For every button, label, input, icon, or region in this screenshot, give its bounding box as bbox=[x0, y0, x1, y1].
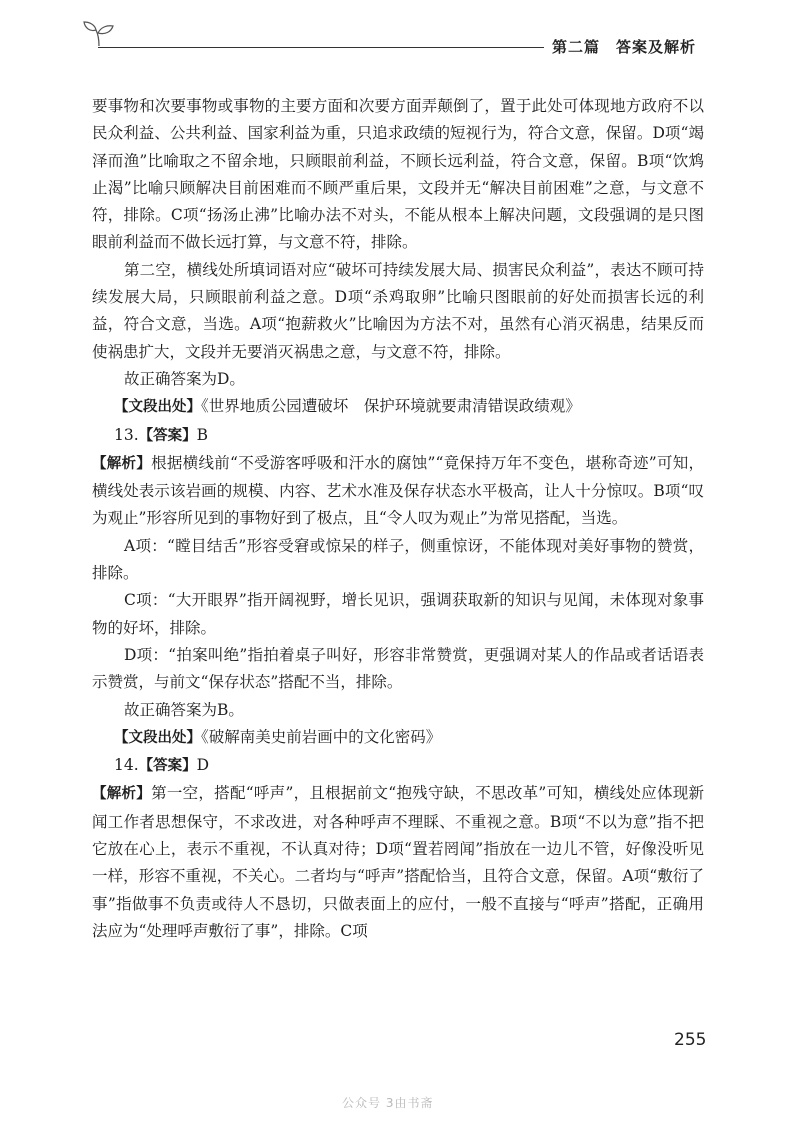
header-rule bbox=[98, 47, 544, 48]
question-number: 13. bbox=[114, 425, 139, 444]
option-a-13: A项：“瞠目结舌”形容受窘或惊呆的样子，侧重惊讶，不能体现对美好事物的赞赏，排除。 bbox=[92, 536, 704, 583]
section-title: 第二篇 答案及解析 bbox=[552, 38, 697, 56]
analysis-tag: 【解析】 bbox=[92, 455, 152, 472]
watermark: 公众号 3由书斋 bbox=[342, 1096, 434, 1110]
answer-tag: 【答案】 bbox=[138, 758, 197, 775]
answer-13 bbox=[92, 422, 704, 450]
answer-14 bbox=[92, 752, 704, 780]
answer-letter: D bbox=[196, 756, 210, 775]
option-d-13: D项：“拍案叫绝”指拍着桌子叫好，形容非常赞赏，更强调对某人的作品或者话语表示赞赏，与前文“保存状态”搭配不当，排除。 bbox=[92, 645, 704, 692]
answer-conclusion-13: 故正确答案为B。 bbox=[124, 700, 244, 719]
analysis-tag: 【解析】 bbox=[92, 786, 152, 803]
question-number: 14. bbox=[114, 756, 139, 775]
analysis-14 bbox=[92, 780, 704, 945]
analysis-text: 第一空，搭配“呼声”，且根据前文“抱残守缺，不思改革”可知，横线处应体现新闻工作者思想保守，不求改进，对各种呼声不理睬、不重视之意。B项“不以为意”指不把它放在心上，表示不重视，不认真对待；D项“置若罔闻”指放在一边儿不管，好像没听见一样，形容不重视，不关心。二者均与“呼声”搭配恰当，且符合文意，保留。A项“敷衍了事”指做事不负责或待人不恳切，只做表面上的应付，一般不直接与“呼声”搭配，正确用法应为“处理呼声敷衍了事”，排除。C项 bbox=[92, 784, 705, 940]
answer-letter: B bbox=[196, 425, 209, 444]
source-13 bbox=[92, 724, 704, 752]
source-12 bbox=[92, 393, 704, 421]
analysis-13 bbox=[92, 450, 704, 533]
option-c-13: C项：“大开眼界”指开阔视野，增长见识，强调获取新的知识与见闻，未体现对象事物的好坏，排除。 bbox=[92, 591, 704, 637]
page-body bbox=[92, 93, 704, 945]
source-title: 《破解南美史前岩画中的文化密码》 bbox=[201, 727, 442, 746]
source-tag: 【文段出处】 bbox=[114, 399, 201, 416]
paragraph-second-blank: 第二空，横线处所填词语对应“破坏可持续发展大局、损害民众利益”，表达不顾可持续发展大局，只顾眼前利益之意。D项“杀鸡取卵”比喻只图眼前的好处而损害长远的利益，符合文意，当选。A项“抱薪救火”比喻因为方法不对，虽然有心消灭祸患，结果反而使祸患扩大，文段并无要消灭祸患之意，与文意不符，排除。 bbox=[92, 260, 704, 361]
answer-conclusion-12: 故正确答案为D。 bbox=[124, 369, 245, 388]
answer-tag: 【答案】 bbox=[138, 427, 197, 444]
source-title: 《世界地质公园遭破坏 保护环境就要肃清错误政绩观》 bbox=[201, 397, 581, 416]
page-header bbox=[0, 0, 800, 60]
sprout-icon bbox=[82, 20, 116, 48]
paragraph-continuation: 要事物和次要事物或事物的主要方面和次要方面弄颠倒了，置于此处可体现地方政府不以民众利益、公共利益、国家利益为重，只追求政绩的短视行为，符合文意，保留。D项“竭泽而渔”比喻取之不留余地，只顾眼前利益，不顾长远利益，符合文意，保留。B项“饮鸩止渴”比喻只顾解决目前困难而不顾严重后果，文段并无“解决目前困难”之意，与文意不符，排除。C项“扬汤止沸”比喻办法不对头，不能从根本上解决问题，文段强调的是只图眼前利益而不做长远打算，与文意不符，排除。 bbox=[92, 97, 704, 252]
source-tag: 【文段出处】 bbox=[114, 729, 201, 746]
analysis-text: 根据横线前“不受游客呼吸和汗水的腐蚀”“竟保持万年不变色，堪称奇迹”可知，横线处表示该岩画的规模、内容、艺术水准及保存状态水平极高，让人十分惊叹。B项“叹为观止”形容所见到的事物好到了极点，且“令人叹为观止”为常见搭配，当选。 bbox=[92, 453, 704, 528]
page-number: 255 bbox=[674, 1030, 707, 1050]
